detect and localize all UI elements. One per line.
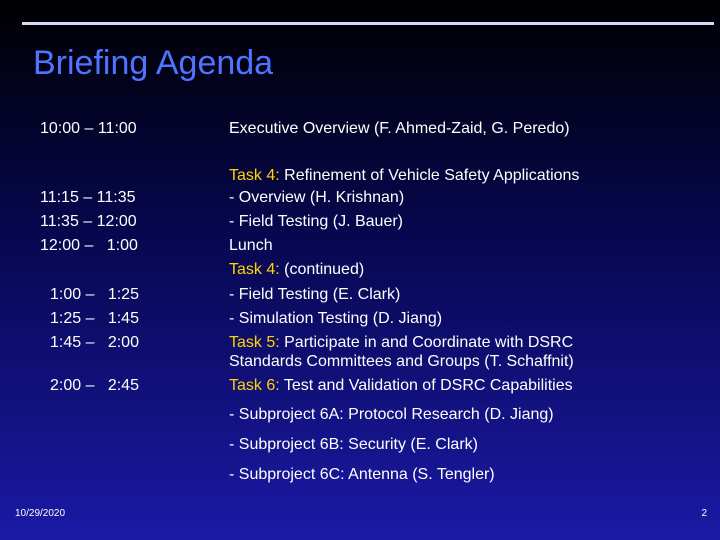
agenda-task5-continued: Standards Committees and Groups (T. Schaffnit) <box>229 353 574 370</box>
time-lunch: 12:00 – 1:00 <box>40 237 138 254</box>
time-exec-overview: 10:00 – 11:00 <box>40 120 137 137</box>
time-overview: 11:15 – 11:35 <box>40 189 136 206</box>
slide-page-number: 2 <box>701 508 707 519</box>
time-field-testing-clark: 1:00 – 1:25 <box>50 286 139 303</box>
time-task6: 2:00 – 2:45 <box>50 377 139 394</box>
task4-label: Task 4: <box>229 167 280 184</box>
agenda-field-testing-bauer: - Field Testing (J. Bauer) <box>229 213 403 230</box>
agenda-field-testing-clark: - Field Testing (E. Clark) <box>229 286 401 303</box>
agenda-task5 <box>229 333 573 353</box>
top-divider <box>22 22 714 25</box>
slide-date: 10/29/2020 <box>15 508 66 519</box>
agenda-task4-continued <box>229 260 364 280</box>
agenda-exec-overview: Executive Overview (F. Ahmed-Zaid, G. Peredo) <box>229 120 570 137</box>
task6-text: Test and Validation of DSRC Capabilities <box>279 377 573 394</box>
time-field-testing-bauer: 11:35 – 12:00 <box>40 213 137 230</box>
slide-title: Briefing Agenda <box>33 44 274 82</box>
time-task5: 1:45 – 2:00 <box>50 334 139 351</box>
task4-continued-label: Task 4: <box>229 261 280 278</box>
task5-label: Task 5: <box>229 334 280 351</box>
agenda-lunch: Lunch <box>229 237 273 254</box>
agenda-task6 <box>229 376 573 396</box>
agenda-overview: - Overview (H. Krishnan) <box>229 189 405 206</box>
task4-continued-text: (continued) <box>279 261 365 278</box>
task6-label: Task 6: <box>229 377 280 394</box>
agenda-subproject-6a: - Subproject 6A: Protocol Research (D. Jiang) <box>229 406 554 423</box>
agenda-subproject-6b: - Subproject 6B: Security (E. Clark) <box>229 436 478 453</box>
agenda-task4 <box>229 166 579 186</box>
time-simulation: 1:25 – 1:45 <box>50 310 139 327</box>
agenda-simulation: - Simulation Testing (D. Jiang) <box>229 310 443 327</box>
task4-text: Refinement of Vehicle Safety Applications <box>279 167 580 184</box>
agenda-subproject-6c: - Subproject 6C: Antenna (S. Tengler) <box>229 466 495 483</box>
task5-text: Participate in and Coordinate with DSRC <box>279 334 574 351</box>
